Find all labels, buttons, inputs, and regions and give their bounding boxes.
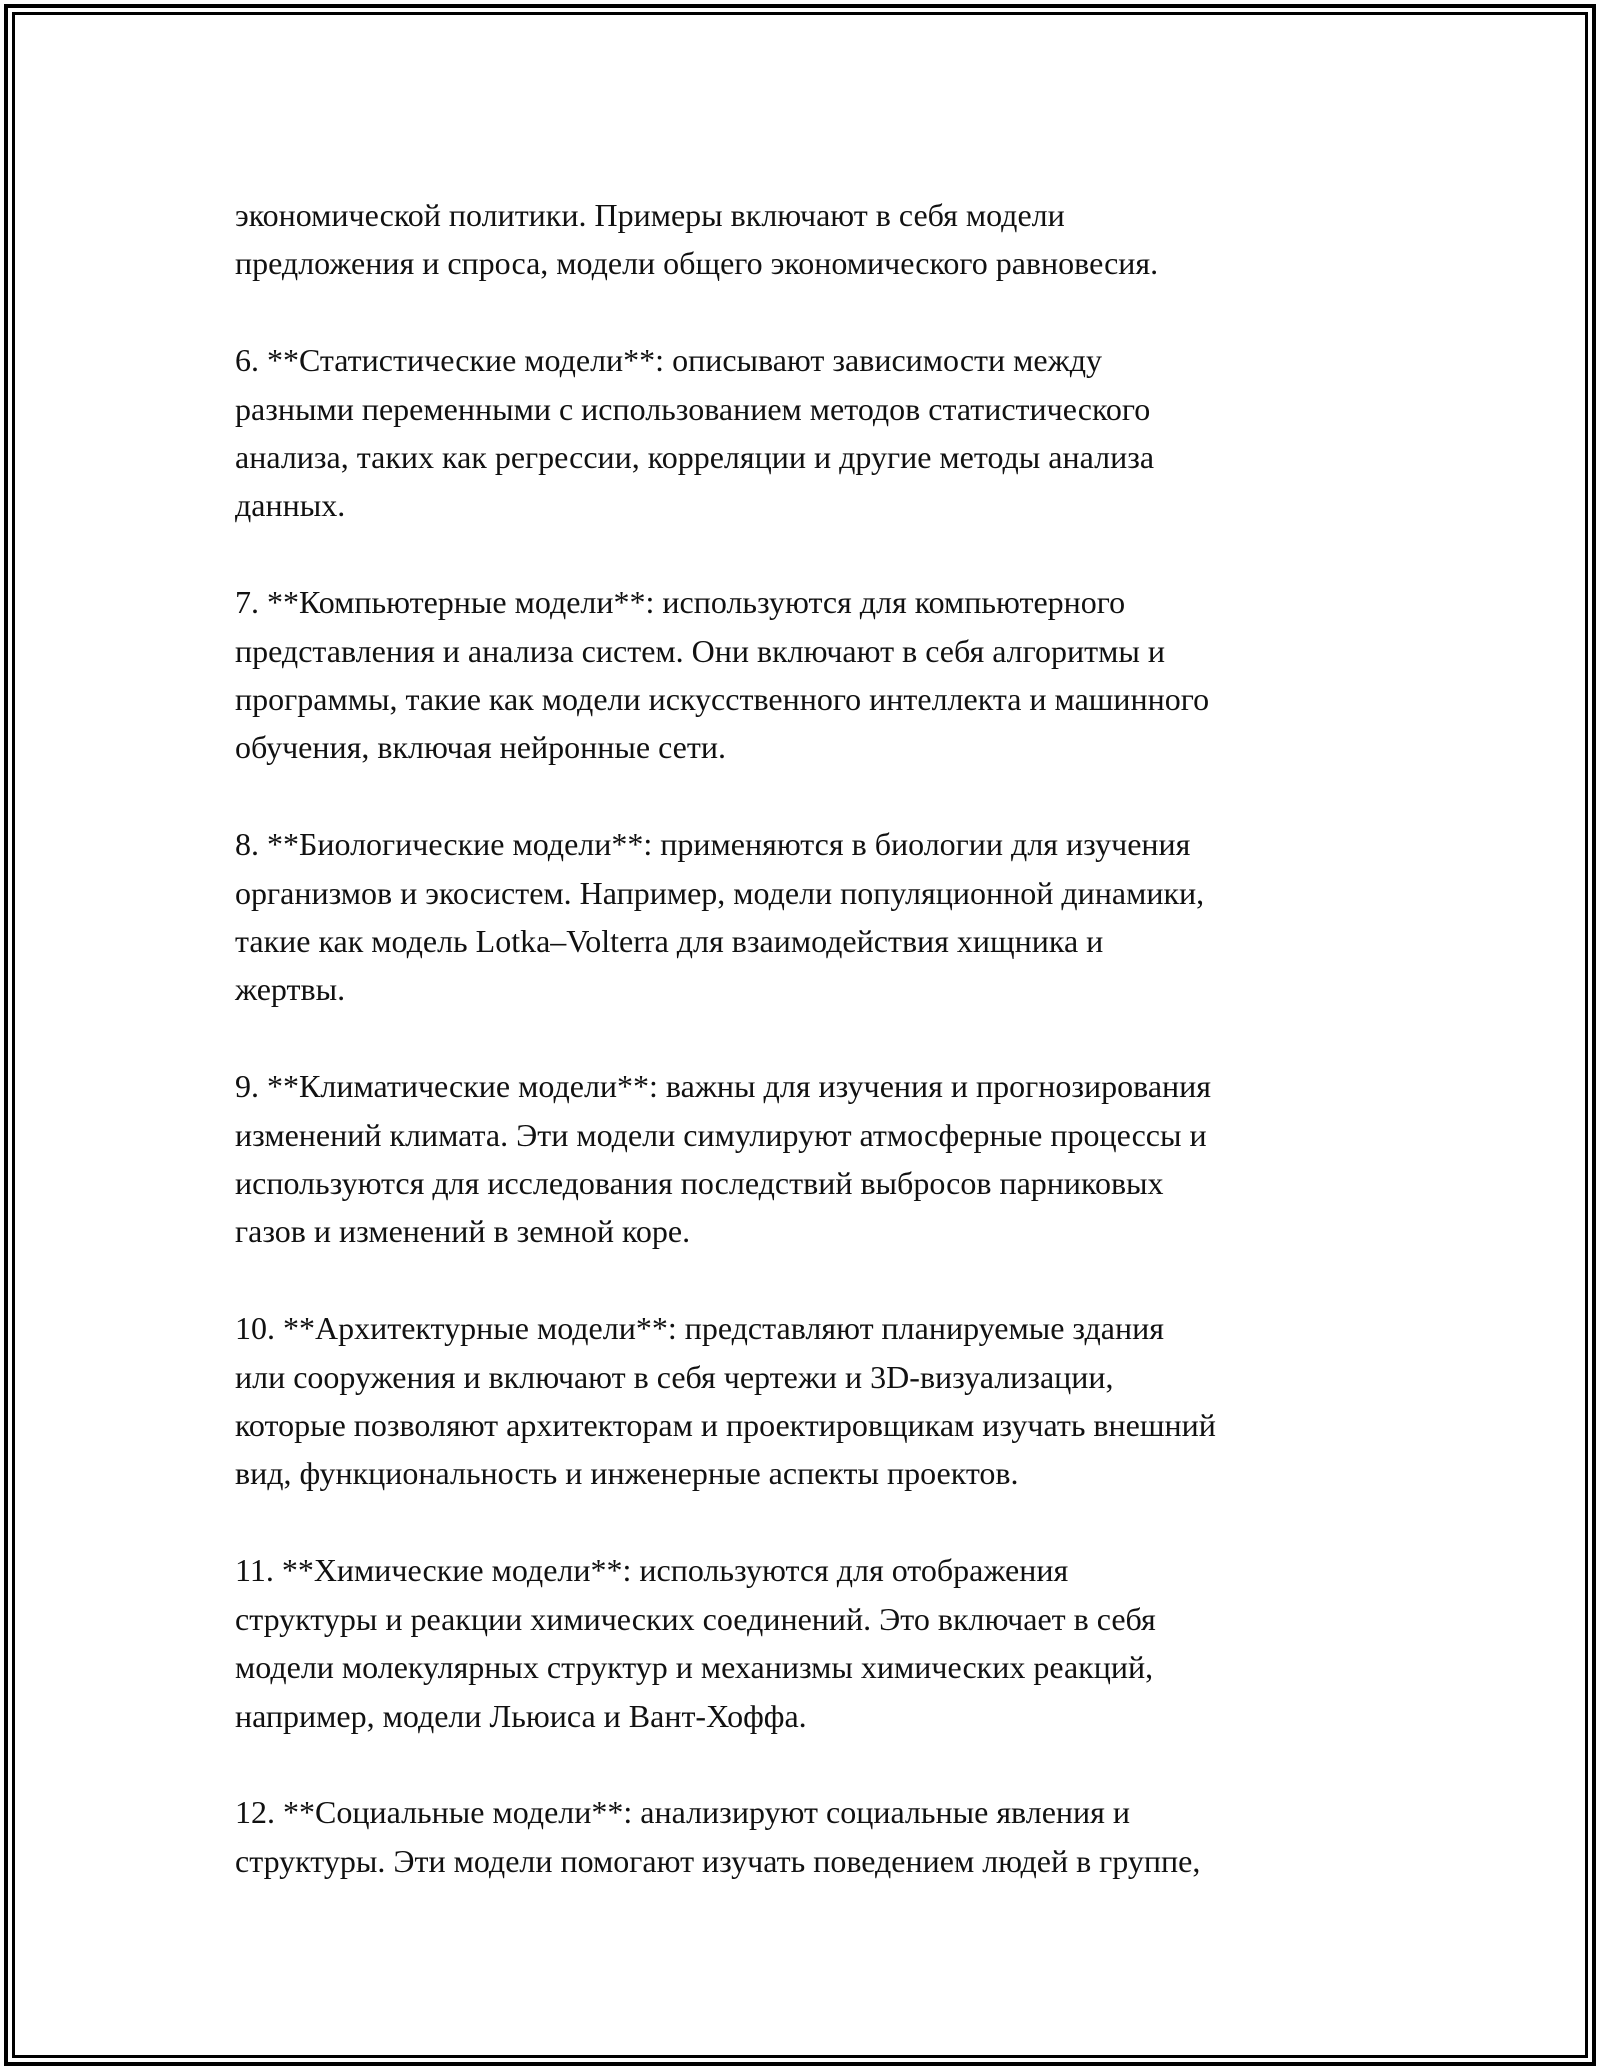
document-body: [235, 191, 1395, 1934]
paragraph-chemical-models: 11. **Химические модели**: используются для отображения структуры и реакции химических соединений. Это включает в себя модели молекулярных структур и механизмы химических реакций, например, модели Льюиса и Вант-Хоффа.: [235, 1552, 1156, 1734]
paragraph-climate-models: 9. **Климатические модели**: важны для изучения и прогнозирования изменений климата. Эти модели симулируют атмосферные процессы и используются для исследования последствий выбросов парниковых газов и изменений в земной коре.: [235, 1068, 1211, 1250]
paragraph-economic-models-end: экономической политики. Примеры включают в себя модели предложения и спроса, модели общего экономического равновесия.: [235, 197, 1159, 282]
paragraph-statistical-models: 6. **Статистические модели**: описывают зависимости между разными переменными с использованием методов статистического анализа, таких как регрессии, корреляции и другие методы анализа данных.: [235, 342, 1155, 524]
paragraph-social-models: 12. **Социальные модели**: анализируют социальные явления и структуры. Эти модели помогают изучать поведением людей в группе,: [235, 1794, 1201, 1879]
paragraph-architectural-models: 10. **Архитектурные модели**: представляют планируемые здания или сооружения и включают в себя чертежи и 3D-визуализации, которые позволяют архитекторам и проектировщикам изучать внешний вид, функциональность и инженерные аспекты проектов.: [235, 1310, 1216, 1492]
paragraph-computer-models: 7. **Компьютерные модели**: используются для компьютерного представления и анализа систем. Они включают в себя алгоритмы и программы, такие как модели искусственного интеллекта и машинного обучения, включая нейронные сети.: [235, 584, 1210, 766]
paragraph-biological-models: 8. **Биологические модели**: применяются в биологии для изучения организмов и экосистем. Например, модели популяционной динамики, такие как модель Lotka–Volterra для взаимодействия хищника и жертвы.: [235, 826, 1205, 1008]
